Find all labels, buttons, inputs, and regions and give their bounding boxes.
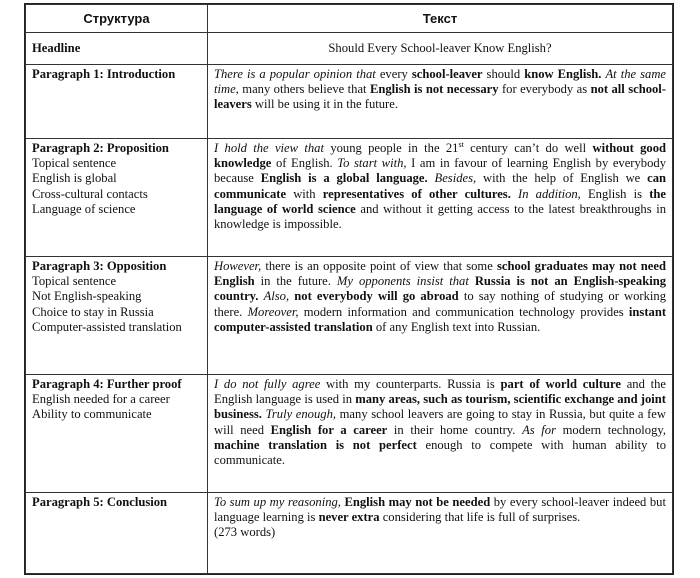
paragraph-label-cell <box>26 375 208 493</box>
paragraph-subpoint: Cross-cultural contacts <box>32 186 148 201</box>
paragraph-text <box>214 495 666 524</box>
italic-phrase: I hold the view that <box>214 141 324 155</box>
paragraph-subpoint: Computer-assisted translation <box>32 319 182 334</box>
superscript: st <box>458 139 464 149</box>
italic-phrase: In addition, <box>518 186 581 201</box>
text-run: to say nothing of studying or working there. <box>214 289 667 319</box>
italic-phrase: Besides, <box>434 171 477 186</box>
bold-phrase: English may not be needed <box>344 495 491 509</box>
paragraph-row <box>26 257 673 375</box>
paragraph-row <box>26 139 673 257</box>
bold-phrase: the language of world science <box>214 186 666 216</box>
text-run: should <box>482 67 525 81</box>
text-run: of any English text into Russian. <box>372 319 541 334</box>
text-run: many others believe that <box>238 82 370 97</box>
bold-phrase: not everybody will go abroad <box>294 289 459 304</box>
headline-text-cell <box>208 33 673 65</box>
text-run: in the future. <box>254 274 337 289</box>
text-run: there is an opposite point of view that some <box>261 259 497 273</box>
italic-phrase: To sum up my reasoning, <box>214 495 341 509</box>
bold-phrase: representatives of other cultures. <box>322 186 511 201</box>
paragraph-subpoint: Not English-speaking <box>32 289 142 304</box>
italic-phrase: However, <box>214 259 262 273</box>
text-run: modern information and communication technology provides <box>298 304 629 319</box>
text-run: with <box>286 186 323 201</box>
text-run: will be using it in the future. <box>251 97 398 112</box>
text-run: young people in the 21 <box>323 141 459 155</box>
paragraph-row <box>26 65 673 139</box>
paragraph-label-cell <box>26 139 208 257</box>
bold-phrase: without good knowledge <box>214 141 666 171</box>
bold-phrase: can communicate <box>214 171 666 201</box>
bold-phrase: many areas, such as tourism, scientific exchange and joint business. <box>214 392 666 422</box>
paragraph-title: Paragraph 4: Further proof <box>32 377 182 391</box>
bold-phrase: machine translation is not perfect <box>214 437 417 452</box>
text-run: English is <box>580 186 650 201</box>
bold-phrase: school graduates may not need English <box>214 259 666 289</box>
italic-phrase: At the same time, <box>214 67 667 97</box>
header-row <box>26 5 673 33</box>
text-run: modern technology, <box>555 422 666 437</box>
paragraph-label-cell <box>26 257 208 375</box>
italic-phrase: My opponents insist that <box>336 274 469 289</box>
paragraph-title: Paragraph 1: Introduction <box>32 67 176 81</box>
paragraph-text <box>208 257 673 375</box>
paragraph-title: Paragraph 2: Proposition <box>32 141 169 155</box>
text-run: I am in favour of learning English by everybody because <box>214 156 666 186</box>
bold-phrase: English is a global language. <box>260 171 428 186</box>
paragraph-subpoint: English needed for a career <box>32 392 170 407</box>
paragraph-label-cell <box>26 493 208 574</box>
italic-phrase: Moreover, <box>247 304 299 319</box>
paragraph-subpoint: Choice to stay in Russia <box>32 304 154 319</box>
bold-phrase: instant computer-assisted translation <box>214 304 667 334</box>
header-text: Текст <box>208 5 673 33</box>
text-run: enough to compete with human ability to communicate. <box>214 437 666 468</box>
bold-phrase: school-leaver <box>411 67 483 81</box>
bold-phrase: Russia is not an English-speaking country. <box>214 274 666 304</box>
text-run <box>511 187 518 201</box>
paragraph-text-cell <box>208 493 673 574</box>
italic-phrase: As for <box>522 422 556 437</box>
bold-phrase: English for a career <box>270 422 388 437</box>
italic-phrase: I do not fully agree <box>214 377 321 391</box>
text-run: with my counterparts. Russia is <box>320 377 501 391</box>
bold-phrase: never extra <box>318 510 380 525</box>
text-run: many school leavers are going to stay in Russia, but quite a few will need <box>214 407 666 437</box>
paragraph-title: Paragraph 5: Conclusion <box>32 495 168 509</box>
text-run: considering that life is full of surprises. <box>379 510 581 525</box>
text-run: century can’t do well <box>463 141 593 155</box>
text-run: for everybody as <box>498 82 591 97</box>
header-structure: Структура <box>26 5 208 33</box>
italic-phrase: There is a popular opinion that <box>214 67 376 81</box>
paragraph-subpoint: Ability to communicate <box>32 407 152 422</box>
paragraph-subpoint: Language of science <box>32 201 136 216</box>
paragraph-text <box>208 375 673 493</box>
paragraph-title: Paragraph 3: Opposition <box>32 259 167 273</box>
text-run <box>428 171 435 185</box>
bold-phrase: English is not necessary <box>369 82 499 97</box>
italic-phrase: Truly enough, <box>265 407 337 422</box>
headline-row <box>26 33 673 65</box>
paragraph-row <box>26 493 673 574</box>
structure-table <box>25 4 673 574</box>
headline-text: Should Every School-leaver Know English? <box>328 40 552 55</box>
paragraph-text <box>208 139 673 257</box>
paragraph-subpoint: Topical sentence <box>32 274 117 289</box>
text-run: in their home country. <box>387 422 523 437</box>
paragraph-label-cell <box>26 65 208 139</box>
paragraph-subpoint: Topical sentence <box>32 156 117 171</box>
text-run: and the English language is used in <box>214 377 666 407</box>
italic-phrase: To start with, <box>337 156 407 171</box>
italic-phrase: Also, <box>263 289 290 304</box>
paragraph-text <box>208 65 673 139</box>
text-run: by every school-leaver indeed but language learning is <box>214 495 666 525</box>
word-count: (273 words) <box>214 525 276 540</box>
headline-label-cell <box>26 33 208 65</box>
text-run: every <box>375 67 412 81</box>
bold-phrase: part of world culture <box>500 377 621 391</box>
text-run: with the help of English we <box>476 171 648 186</box>
bold-phrase: know English. <box>524 67 602 81</box>
paragraph-subpoint: English is global <box>32 171 117 186</box>
text-run: and without it getting access to the latest breakthroughs in knowledge is impossible. <box>214 201 667 232</box>
headline-label: Headline <box>32 40 81 55</box>
paragraph-row <box>26 375 673 493</box>
essay-structure-table <box>24 3 674 575</box>
text-run: of English. <box>271 156 338 171</box>
bold-phrase: not all school-leavers <box>214 82 667 112</box>
